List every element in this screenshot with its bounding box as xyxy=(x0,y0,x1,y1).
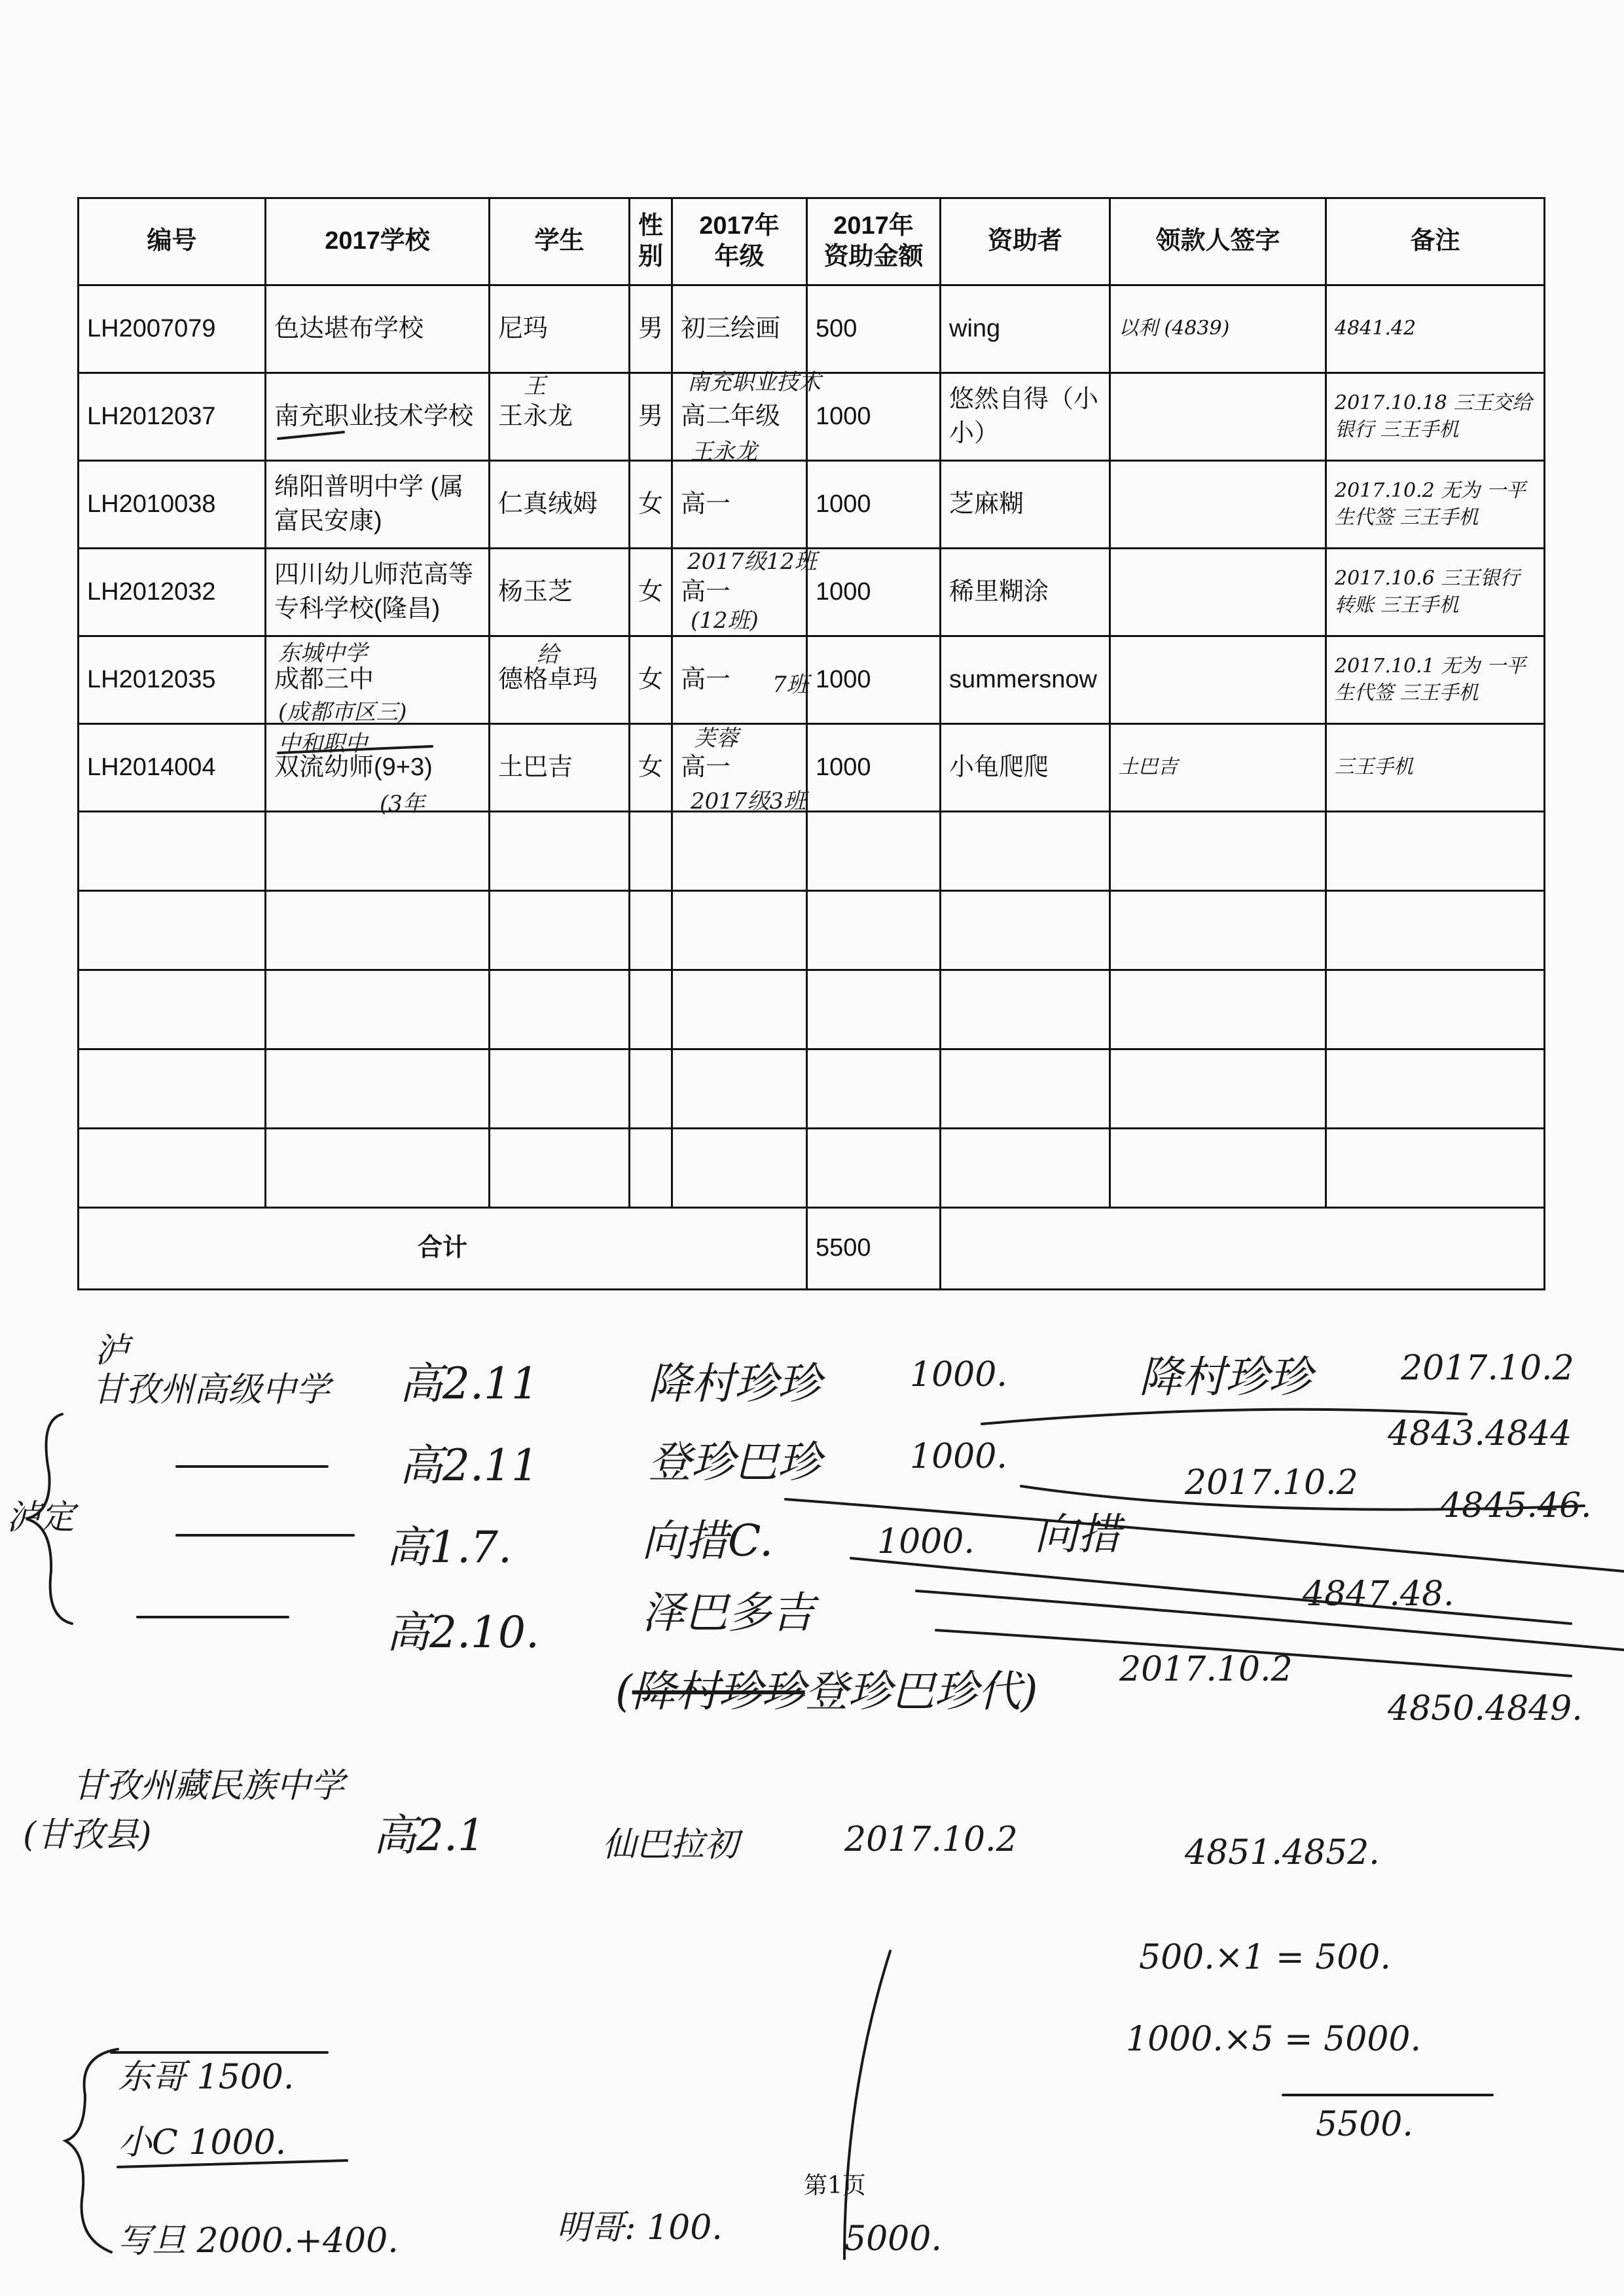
cell-student: 德格卓玛 xyxy=(490,636,630,724)
cell-student: 仁真绒姆 xyxy=(490,461,630,549)
hw-b1-l2-ref: 4845.46. xyxy=(1440,1486,1592,1525)
hw-b1-l1-name: 降村珍珍 xyxy=(648,1358,821,1409)
cell-gender: 女 xyxy=(630,549,672,636)
cell-student: 杨玉芝 xyxy=(490,549,630,636)
hw-b1-l3-ref: 4847.48. xyxy=(1303,1575,1454,1614)
cell-id: LH2012032 xyxy=(79,549,266,636)
cell-amount: 1000 xyxy=(807,724,941,812)
cell-id: LH2012035 xyxy=(79,636,266,724)
hw-r2-student: 王 xyxy=(524,373,546,399)
cell-school: 四川幼儿师范高等专科学校(隆昌) xyxy=(266,549,490,636)
hw-b1-l2-amount: 1000. xyxy=(910,1437,1007,1476)
cell-note: 2017.10.18 三王交给银行 三王手机 xyxy=(1326,373,1545,461)
total-amount: 5500 xyxy=(807,1208,941,1290)
hw-r2-grade-top: 南充职业技术 xyxy=(687,369,821,395)
hw-bottom-l3: 写旦 2000.+400. xyxy=(118,2221,399,2261)
header-cell: 领款人签字 xyxy=(1110,198,1326,285)
cell-grade: 高一 xyxy=(672,636,807,724)
hw-b1-l1-date: 2017.10.2 xyxy=(1401,1349,1574,1388)
cell-id: LH2012037 xyxy=(79,373,266,461)
hw-b1-l3-grade: 高1.7. xyxy=(386,1522,512,1573)
cell-school: 双流幼师(9+3) xyxy=(266,724,490,812)
hw-b1-l3-amount: 1000. xyxy=(877,1522,975,1561)
cell-donor: summersnow xyxy=(941,636,1110,724)
hw-r4-grade-top: 2017级12班 xyxy=(687,549,817,575)
header-cell: 资助者 xyxy=(941,198,1110,285)
cell-grade: 高一 xyxy=(672,724,807,812)
hw-b1-l4-name: 泽巴多吉 xyxy=(641,1588,814,1638)
hw-block2-school: 甘孜州藏民族中学 xyxy=(72,1766,345,1806)
cell-amount: 1000 xyxy=(807,373,941,461)
cell-amount: 1000 xyxy=(807,636,941,724)
cell-grade: 高二年级 xyxy=(672,373,807,461)
hw-calc-line1: 500.×1 = 500. xyxy=(1139,1938,1391,1977)
cell-gender: 女 xyxy=(630,461,672,549)
hw-b1-struck: (降村珍珍登珍巴珍代) xyxy=(615,1666,1038,1717)
hw-b1-l1-signer: 降村珍珍 xyxy=(1139,1352,1312,1402)
cell-amount: 1000 xyxy=(807,549,941,636)
cell-school: 绵阳普明中学 (属富民安康) xyxy=(266,461,490,549)
cell-id: LH2010038 xyxy=(79,461,266,549)
header-cell: 2017年 资助金额 xyxy=(807,198,941,285)
cell-grade: 高一 xyxy=(672,549,807,636)
hw-b1-l1-amount: 1000. xyxy=(910,1355,1007,1394)
hw-r5-school-top: 东城中学 xyxy=(278,640,367,666)
hw-r6-school-bottom: (3年 xyxy=(380,791,425,817)
hw-b1-l2-date: 2017.10.2 xyxy=(1185,1463,1358,1503)
hw-b1-l4-ref: 4850.4849. xyxy=(1388,1689,1583,1728)
header-cell: 2017学校 xyxy=(266,198,490,285)
hw-block1-school-prefix: 泸 xyxy=(95,1331,130,1370)
hw-bottom-l1: 东哥 1500. xyxy=(118,2058,295,2097)
cell-gender: 男 xyxy=(630,373,672,461)
cell-donor: wing xyxy=(941,285,1110,373)
cell-donor: 稀里糊涂 xyxy=(941,549,1110,636)
page-number: 第1页 xyxy=(804,2172,866,2199)
hw-r5-grade: 7班 xyxy=(772,672,809,698)
hw-calc-total: 5500. xyxy=(1316,2105,1413,2144)
cell-note: 2017.10.2 无为 一平生代签 三王手机 xyxy=(1326,461,1545,549)
cell-note: 2017.10.6 三王银行转账 三王手机 xyxy=(1326,549,1545,636)
cell-amount: 500 xyxy=(807,285,941,373)
hw-b1-l1-grade: 高2.11 xyxy=(399,1358,539,1409)
cell-id: LH2007079 xyxy=(79,285,266,373)
cell-id: LH2014004 xyxy=(79,724,266,812)
hw-r6-school-top: 中和职中 xyxy=(278,731,367,757)
cell-school: 成都三中 xyxy=(266,636,490,724)
cell-signature: 以利 (4839) xyxy=(1110,285,1326,373)
header-cell: 性 别 xyxy=(630,198,672,285)
hw-block2-grade: 高2.1 xyxy=(373,1810,485,1861)
cell-student: 土巴吉 xyxy=(490,724,630,812)
cell-note: 三王手机 xyxy=(1326,724,1545,812)
hw-bottom-l2: 小C 1000. xyxy=(118,2123,287,2162)
cell-donor: 芝麻糊 xyxy=(941,461,1110,549)
hw-r5-student: 给 xyxy=(537,642,559,668)
cell-note: 4841.42 xyxy=(1326,285,1545,373)
cell-grade: 高一 xyxy=(672,461,807,549)
hw-b1-l2-grade: 高2.11 xyxy=(399,1440,539,1491)
hw-r2-grade-bottom: 王永龙 xyxy=(691,439,757,465)
hw-block2-bracket: (甘孜县) xyxy=(23,1815,152,1855)
header-cell: 2017年 年级 xyxy=(672,198,807,285)
cell-signature: 土巴吉 xyxy=(1110,724,1326,812)
hw-calc-line2: 1000.×5 = 5000. xyxy=(1126,2020,1422,2059)
cell-amount: 1000 xyxy=(807,461,941,549)
hw-b1-l4-date: 2017.10.2 xyxy=(1119,1650,1293,1689)
hw-b1-l2-name: 登珍巴珍 xyxy=(648,1437,821,1487)
cell-school: 南充职业技术学校 xyxy=(266,373,490,461)
hw-block2-name: 仙巴拉初 xyxy=(602,1825,739,1865)
header-cell: 编号 xyxy=(79,198,266,285)
hw-r6-grade-bottom: 2017级3班 xyxy=(691,788,806,814)
hw-block2-ref: 4851.4852. xyxy=(1185,1833,1380,1872)
cell-donor: 小龟爬爬 xyxy=(941,724,1110,812)
hw-bottom-l5: 5000. xyxy=(844,2219,942,2259)
total-label: 合计 xyxy=(79,1208,807,1290)
hw-b1-l4-grade: 高2.10. xyxy=(386,1607,539,1658)
cell-grade: 初三绘画 xyxy=(672,285,807,373)
hw-b1-l3-signer: 向措 xyxy=(1034,1509,1121,1559)
cell-student: 王永龙 xyxy=(490,373,630,461)
header-cell: 备注 xyxy=(1326,198,1545,285)
cell-note: 2017.10.1 无为 一平生代签 三王手机 xyxy=(1326,636,1545,724)
cell-student: 尼玛 xyxy=(490,285,630,373)
hw-r5-school-bottom: (成都市区三) xyxy=(278,699,407,725)
hw-b1-l3-name: 向措C. xyxy=(641,1516,774,1566)
hw-r4-grade-bottom: (12班) xyxy=(691,608,759,634)
cell-gender: 男 xyxy=(630,285,672,373)
hw-block2-date: 2017.10.2 xyxy=(844,1820,1018,1859)
hw-block1-school: 甘孜州高级中学 xyxy=(92,1370,331,1410)
cell-donor: 悠然自得（小小） xyxy=(941,373,1110,461)
cell-school: 色达堪布学校 xyxy=(266,285,490,373)
header-cell: 学生 xyxy=(490,198,630,285)
cell-gender: 女 xyxy=(630,724,672,812)
hw-bottom-l4: 明哥: 100. xyxy=(556,2208,723,2248)
cell-gender: 女 xyxy=(630,636,672,724)
hw-block1-bracket: 泸定 xyxy=(7,1498,75,1537)
hw-r6-grade-top: 芙蓉 xyxy=(694,725,738,752)
hw-b1-l1-ref: 4843.4844 xyxy=(1388,1414,1572,1453)
